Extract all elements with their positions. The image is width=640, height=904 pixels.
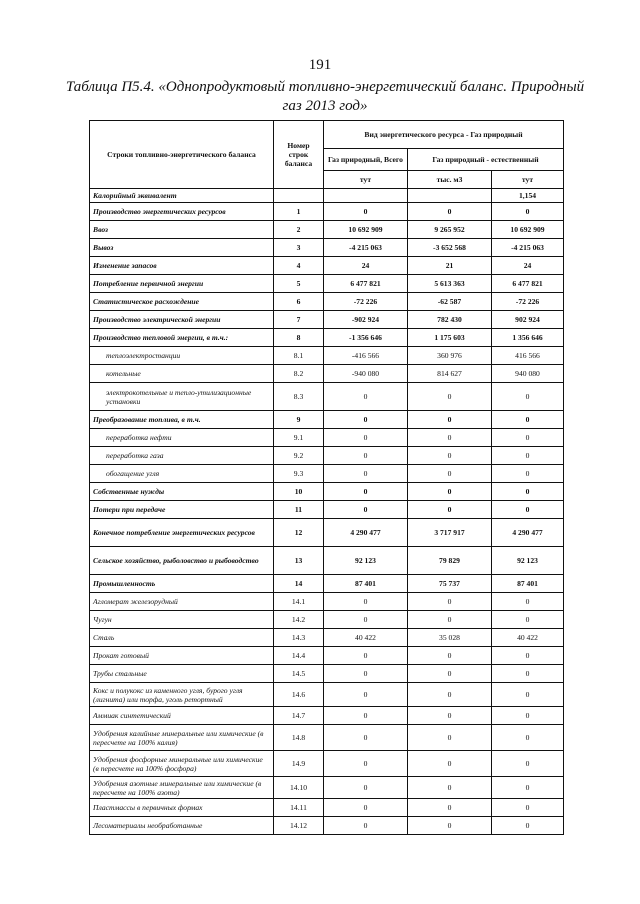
cell-value-2: 0: [408, 447, 492, 465]
cell-value-2: 0: [408, 707, 492, 725]
row-number: 1: [274, 203, 324, 221]
row-number: 14.9: [274, 751, 324, 777]
cell-value-3: 0: [492, 483, 564, 501]
cell-value-1: 0: [324, 465, 408, 483]
table-row: [90, 203, 564, 221]
table-row: [90, 519, 564, 547]
row-number: 8.1: [274, 347, 324, 365]
cell-value-2: 1 175 603: [408, 329, 492, 347]
row-number: 9.3: [274, 465, 324, 483]
cell-value-1: 0: [324, 593, 408, 611]
table-row: [90, 347, 564, 365]
cell-value-2: 0: [408, 501, 492, 519]
table-row: [90, 365, 564, 383]
cell-value-1: -4 215 063: [324, 239, 408, 257]
row-label: Промышленность: [90, 575, 274, 593]
cell-value-1: 0: [324, 483, 408, 501]
cell-value-1: -940 080: [324, 365, 408, 383]
cell-value-3: 0: [492, 683, 564, 707]
table-row: [90, 383, 564, 411]
table-row: [90, 707, 564, 725]
cell-value-2: 0: [408, 683, 492, 707]
cell-value-3: 0: [492, 647, 564, 665]
cell-value-1: 0: [324, 707, 408, 725]
row-number: 14.2: [274, 611, 324, 629]
row-label: Преобразование топлива, в т.ч.: [90, 411, 274, 429]
cell-value-3: 24: [492, 257, 564, 275]
unit-header-2: тыс. м3: [408, 171, 492, 189]
cell-value-1: 0: [324, 647, 408, 665]
row-label: котельные: [90, 365, 274, 383]
cell-value-2: 9 265 952: [408, 221, 492, 239]
table-row: [90, 629, 564, 647]
table-title: [60, 78, 590, 116]
cell-value-3: 0: [492, 799, 564, 817]
cell-value-2: [408, 189, 492, 203]
table-row: [90, 501, 564, 519]
row-number: 7: [274, 311, 324, 329]
table-row: [90, 611, 564, 629]
cell-value-1: 0: [324, 725, 408, 751]
cell-value-1: -72 226: [324, 293, 408, 311]
row-number: 3: [274, 239, 324, 257]
row-label: Сельское хозяйство, рыболовство и рыбоводство: [90, 547, 274, 575]
cell-value-1: 0: [324, 611, 408, 629]
row-label: Потери при передаче: [90, 501, 274, 519]
cell-value-3: -4 215 063: [492, 239, 564, 257]
row-label: Изменение запасов: [90, 257, 274, 275]
cell-value-2: 21: [408, 257, 492, 275]
cell-value-1: 0: [324, 665, 408, 683]
cell-value-2: 3 717 917: [408, 519, 492, 547]
rows-column-header: Строки топливно-энергетического баланса: [90, 121, 274, 189]
cell-value-3: 902 924: [492, 311, 564, 329]
row-label: обогащение угля: [90, 465, 274, 483]
row-number: 14: [274, 575, 324, 593]
cell-value-3: 416 566: [492, 347, 564, 365]
row-label: Потребление первичной энергии: [90, 275, 274, 293]
row-label: Лесоматериалы необработанные: [90, 817, 274, 835]
row-number: 14.5: [274, 665, 324, 683]
cell-value-2: 0: [408, 817, 492, 835]
cell-value-2: 0: [408, 647, 492, 665]
row-number: 14.4: [274, 647, 324, 665]
cell-value-3: -72 226: [492, 293, 564, 311]
cell-value-2: 0: [408, 465, 492, 483]
cell-value-3: 0: [492, 447, 564, 465]
row-number: 14.10: [274, 777, 324, 799]
row-label: Конечное потребление энергетических ресурсов: [90, 519, 274, 547]
row-number: 8.2: [274, 365, 324, 383]
table-row: [90, 751, 564, 777]
row-label: Удобрения фосфорные минеральные или химические (в пересчете на 100% фосфора): [90, 751, 274, 777]
cell-value-1: -902 924: [324, 311, 408, 329]
balance-table: [89, 120, 564, 835]
cell-value-1: -416 566: [324, 347, 408, 365]
row-number: 9.1: [274, 429, 324, 447]
cell-value-3: 87 401: [492, 575, 564, 593]
cell-value-3: 0: [492, 751, 564, 777]
cell-value-3: 0: [492, 203, 564, 221]
col-natural-header: Газ природный - естественный: [408, 149, 564, 171]
cell-value-2: 0: [408, 203, 492, 221]
cell-value-2: 782 430: [408, 311, 492, 329]
cell-value-2: 0: [408, 777, 492, 799]
cell-value-1: [324, 189, 408, 203]
cell-value-2: 0: [408, 411, 492, 429]
cell-value-3: 0: [492, 501, 564, 519]
title-line-2: газ 2013 год»: [282, 98, 368, 114]
row-label: Агломерат железорудный: [90, 593, 274, 611]
page-number: 191: [308, 57, 332, 73]
row-label: Ввоз: [90, 221, 274, 239]
table-row: [90, 665, 564, 683]
row-number: 10: [274, 483, 324, 501]
row-number: 4: [274, 257, 324, 275]
unit-header-1: тут: [324, 171, 408, 189]
row-label: Трубы стальные: [90, 665, 274, 683]
cell-value-2: 0: [408, 799, 492, 817]
row-number: 9: [274, 411, 324, 429]
table-row: [90, 817, 564, 835]
table-row: [90, 683, 564, 707]
cell-value-3: 1 356 646: [492, 329, 564, 347]
cell-value-1: 4 290 477: [324, 519, 408, 547]
cell-value-1: 24: [324, 257, 408, 275]
row-number: 2: [274, 221, 324, 239]
row-number: 13: [274, 547, 324, 575]
row-number: 5: [274, 275, 324, 293]
table-row: [90, 239, 564, 257]
cell-value-1: 0: [324, 777, 408, 799]
cell-value-1: 0: [324, 447, 408, 465]
cell-value-2: 0: [408, 483, 492, 501]
cell-value-3: 92 123: [492, 547, 564, 575]
cell-value-2: -3 652 568: [408, 239, 492, 257]
cell-value-1: 0: [324, 799, 408, 817]
row-number: 14.11: [274, 799, 324, 817]
cell-value-1: 10 692 909: [324, 221, 408, 239]
cell-value-2: 35 028: [408, 629, 492, 647]
cell-value-1: 6 477 821: [324, 275, 408, 293]
cell-value-2: 360 976: [408, 347, 492, 365]
cell-value-3: 0: [492, 383, 564, 411]
row-label: переработка нефти: [90, 429, 274, 447]
cell-value-1: 0: [324, 751, 408, 777]
row-label: Чугун: [90, 611, 274, 629]
table-row: [90, 647, 564, 665]
cell-value-1: 0: [324, 429, 408, 447]
row-label: электрокотельные и тепло-утилизационные установки: [90, 383, 274, 411]
row-label: Калорийный эквивалент: [90, 189, 274, 203]
row-number: 14.6: [274, 683, 324, 707]
table-row: [90, 189, 564, 203]
cell-value-1: 0: [324, 383, 408, 411]
cell-value-3: 1,154: [492, 189, 564, 203]
cell-value-2: -62 587: [408, 293, 492, 311]
cell-value-1: 40 422: [324, 629, 408, 647]
cell-value-3: 0: [492, 429, 564, 447]
row-label: Собственные нужды: [90, 483, 274, 501]
cell-value-3: 0: [492, 707, 564, 725]
cell-value-3: 0: [492, 465, 564, 483]
table-row: [90, 329, 564, 347]
cell-value-3: 0: [492, 777, 564, 799]
table-row: [90, 575, 564, 593]
number-column-header: Номер строк баланса: [274, 121, 324, 189]
cell-value-2: 0: [408, 611, 492, 629]
table-row: [90, 465, 564, 483]
cell-value-3: 0: [492, 593, 564, 611]
cell-value-3: 0: [492, 611, 564, 629]
cell-value-2: 0: [408, 383, 492, 411]
cell-value-3: 0: [492, 665, 564, 683]
cell-value-3: 0: [492, 411, 564, 429]
cell-value-1: 0: [324, 817, 408, 835]
table-row: [90, 725, 564, 751]
table-row: [90, 547, 564, 575]
cell-value-1: 0: [324, 683, 408, 707]
cell-value-1: 92 123: [324, 547, 408, 575]
cell-value-3: 940 080: [492, 365, 564, 383]
table-row: [90, 411, 564, 429]
cell-value-2: 75 737: [408, 575, 492, 593]
cell-value-2: 79 829: [408, 547, 492, 575]
table-row: [90, 593, 564, 611]
cell-value-1: 0: [324, 501, 408, 519]
row-number: 12: [274, 519, 324, 547]
cell-value-2: 0: [408, 751, 492, 777]
row-number: [274, 189, 324, 203]
row-number: 9.2: [274, 447, 324, 465]
row-number: 6: [274, 293, 324, 311]
table-row: [90, 483, 564, 501]
table-row: [90, 293, 564, 311]
row-label: Вывоз: [90, 239, 274, 257]
row-label: Удобрения азотные минеральные или химические (в пересчете на 100% азота): [90, 777, 274, 799]
table-row: [90, 311, 564, 329]
cell-value-3: 40 422: [492, 629, 564, 647]
cell-value-2: 814 627: [408, 365, 492, 383]
row-number: 8.3: [274, 383, 324, 411]
cell-value-1: -1 356 646: [324, 329, 408, 347]
row-label: Производство электрической энергии: [90, 311, 274, 329]
row-label: Производство тепловой энергии, в т.ч.:: [90, 329, 274, 347]
row-number: 14.8: [274, 725, 324, 751]
unit-header-3: тут: [492, 171, 564, 189]
row-label: Прокат готовый: [90, 647, 274, 665]
row-label: Статистическое расхождение: [90, 293, 274, 311]
table-body: [90, 189, 564, 835]
table-row: [90, 429, 564, 447]
row-number: 11: [274, 501, 324, 519]
cell-value-2: 0: [408, 725, 492, 751]
row-label: Производство энергетических ресурсов: [90, 203, 274, 221]
table-row: [90, 777, 564, 799]
cell-value-1: 87 401: [324, 575, 408, 593]
row-label: Пластмассы в первичных формах: [90, 799, 274, 817]
row-label: переработка газа: [90, 447, 274, 465]
row-label: Удобрения калийные минеральные или химические (в пересчете на 100% калия): [90, 725, 274, 751]
cell-value-2: 0: [408, 429, 492, 447]
row-number: 14.1: [274, 593, 324, 611]
table-row: [90, 447, 564, 465]
cell-value-2: 5 613 363: [408, 275, 492, 293]
cell-value-3: 0: [492, 725, 564, 751]
cell-value-2: 0: [408, 593, 492, 611]
col-total-header: Газ природный, Всего: [324, 149, 408, 171]
table-row: [90, 799, 564, 817]
row-label: Сталь: [90, 629, 274, 647]
cell-value-1: 0: [324, 411, 408, 429]
table-row: [90, 221, 564, 239]
row-number: 8: [274, 329, 324, 347]
cell-value-3: 10 692 909: [492, 221, 564, 239]
table-row: [90, 275, 564, 293]
row-label: Аммиак синтетический: [90, 707, 274, 725]
cell-value-2: 0: [408, 665, 492, 683]
cell-value-3: 4 290 477: [492, 519, 564, 547]
row-label: теплоэлектростанции: [90, 347, 274, 365]
row-number: 14.12: [274, 817, 324, 835]
row-number: 14.7: [274, 707, 324, 725]
table-row: [90, 257, 564, 275]
title-line-1: Таблица П5.4. «Однопродуктовый топливно-энергетический баланс. Природный: [65, 79, 585, 95]
row-number: 14.3: [274, 629, 324, 647]
cell-value-3: 0: [492, 817, 564, 835]
row-label: Кокс и полукокс из каменного угля, бурого угля (лигнита) или торфа, уголь ретортный: [90, 683, 274, 707]
cell-value-3: 6 477 821: [492, 275, 564, 293]
resource-group-header: Вид энергетического ресурса - Газ природный: [324, 121, 564, 149]
cell-value-1: 0: [324, 203, 408, 221]
